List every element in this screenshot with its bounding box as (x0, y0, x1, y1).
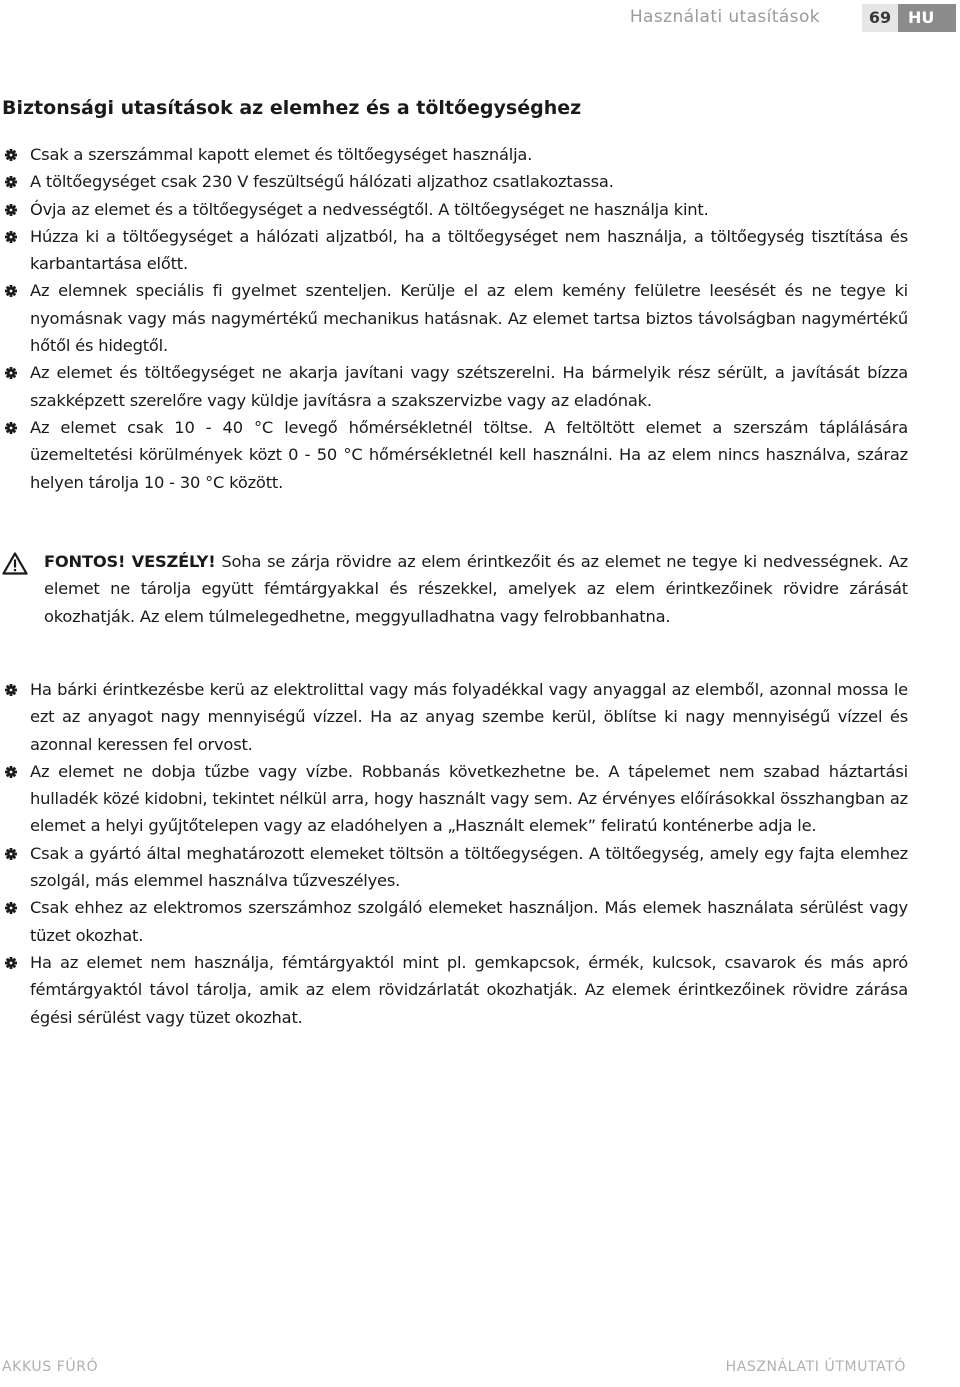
gear-bullet-icon (5, 957, 17, 969)
list-item-text: Húzza ki a töltőegységet a hálózati aljzatból, ha a töltőegységet nem használja, a töltőegység tisztítása és karbantartása előtt. (30, 226, 908, 274)
warning-block (0, 548, 908, 630)
list-item-text: Az elemet csak 10 - 40 °C levegő hőmérsékletnél töltse. A feltöltött elemet a szerszám táplálására üzemeltetési körülmények közt 0 - 50 °C hőmérsékletnél kell használni. Ha az elem nincs használva, száraz helyen tárolja 10 - 30 °C között. (30, 417, 908, 492)
gear-bullet-icon (5, 231, 17, 243)
gear-bullet-icon (5, 902, 17, 914)
list-item (0, 949, 908, 1031)
list-item-text: Ha az elemet nem használja, fémtárgyaktól mint pl. gemkapcsok, érmék, kulcsok, csavarok és más apró fémtárgyaktól távol tárolja, amik az elem rövidzárlatát okozhatják. Az elemek érintkezőinek rövidre zárása égési sérülést vagy tüzet okozhat. (30, 952, 908, 1027)
list-item (0, 168, 908, 195)
list-item (0, 676, 908, 758)
safety-list-top (0, 141, 908, 496)
list-item-text: Az elemet ne dobja tűzbe vagy vízbe. Robbanás következhetne be. A tápelemet nem szabad háztartási hulladék közé kidobni, tekintet nélkül arra, hogy használt vagy sem. Az érvényes előírásokkal összhangban az elemet a helyi gyűjtőtelepen vagy az eladóhelyen a „Használt elemek” feliratú konténerbe adja le. (30, 761, 908, 836)
list-item (0, 359, 908, 414)
list-item (0, 277, 908, 359)
warning-label: FONTOS! VESZÉLY! (44, 552, 216, 571)
gear-bullet-icon (5, 367, 17, 379)
warning-text (44, 548, 908, 630)
list-item (0, 414, 908, 496)
page-number: 69 (862, 4, 898, 32)
list-item-text: A töltőegységet csak 230 V feszültségű hálózati aljzathoz csatlakoztassa. (30, 172, 614, 192)
gear-bullet-icon (5, 204, 17, 216)
list-item-text: Csak a gyártó által meghatározott elemeket töltsön a töltőegységen. A töltőegység, amely egy fajta elemhez szolgál, más elemmel használva tűzveszélyes. (30, 843, 908, 891)
gear-bullet-icon (5, 176, 17, 188)
gear-bullet-icon (5, 285, 17, 297)
gear-bullet-icon (5, 684, 17, 696)
list-item-text: Óvja az elemet és a töltőegységet a nedvességtől. A töltőegységet ne használja kint. (30, 199, 709, 219)
list-item-text: Az elemnek speciális fi gyelmet szenteljen. Kerülje el az elem kemény felületre leesését és ne tegye ki nyomásnak vagy más nagymértékű mechanikus hatásnak. Az elemet tartsa biztos távolságban nagymértékű hőtől és hidegtől. (30, 281, 908, 356)
language-badge: HU (898, 4, 956, 32)
list-item (0, 141, 908, 168)
list-item-text: Csak ehhez az elektromos szerszámhoz szolgáló elemeket használjon. Más elemek használata sérülést vagy tüzet okozhat. (30, 898, 908, 945)
gear-bullet-icon (5, 422, 17, 434)
list-item (0, 894, 908, 949)
warning-body: Soha se zárja rövidre az elem érintkezőit és az elemet ne tegye ki nedvességnek. Az elemet ne tárolja együtt fémtárgyakkal és részekkel, amelyek az elem érintkezőinek rövidre zárását okozhatják. Az elem túlmelegedhetne, meggyulladhatna vagy felrobbanhatna. (44, 552, 908, 626)
list-item (0, 196, 908, 223)
gear-bullet-icon (5, 149, 17, 161)
list-item (0, 840, 908, 895)
gear-bullet-icon (5, 848, 17, 860)
footer-manual-title: HASZNÁLATI ÚTMUTATÓ (725, 1359, 906, 1375)
list-item (0, 758, 908, 840)
footer-product-name: AKKUS FÚRÓ (2, 1359, 99, 1375)
list-item (0, 223, 908, 278)
section-title: Biztonsági utasítások az elemhez és a töltőegységhez (2, 97, 582, 119)
safety-list-bottom (0, 676, 908, 1031)
warning-triangle-icon (2, 552, 28, 575)
gear-bullet-icon (5, 766, 17, 778)
list-item-text: Az elemet és töltőegységet ne akarja javítani vagy szétszerelni. Ha bármelyik rész sérült, a javítását bízza szakképzett szerelőre vagy küldje javításra a szakszervizbe vagy az eladónak. (30, 363, 908, 410)
header-title: Használati utasítások (629, 7, 820, 27)
list-item-text: Ha bárki érintkezésbe kerü az elektrolittal vagy más folyadékkal vagy anyaggal az elemből, azonnal mossa le ezt az anyagot nagy mennyiségű vízzel. Ha az anyag szembe kerül, öblítse ki nagy mennyiségű vízzel és azonnal keressen fel orvost. (30, 680, 908, 754)
list-item-text: Csak a szerszámmal kapott elemet és töltőegységet használja. (30, 145, 533, 164)
